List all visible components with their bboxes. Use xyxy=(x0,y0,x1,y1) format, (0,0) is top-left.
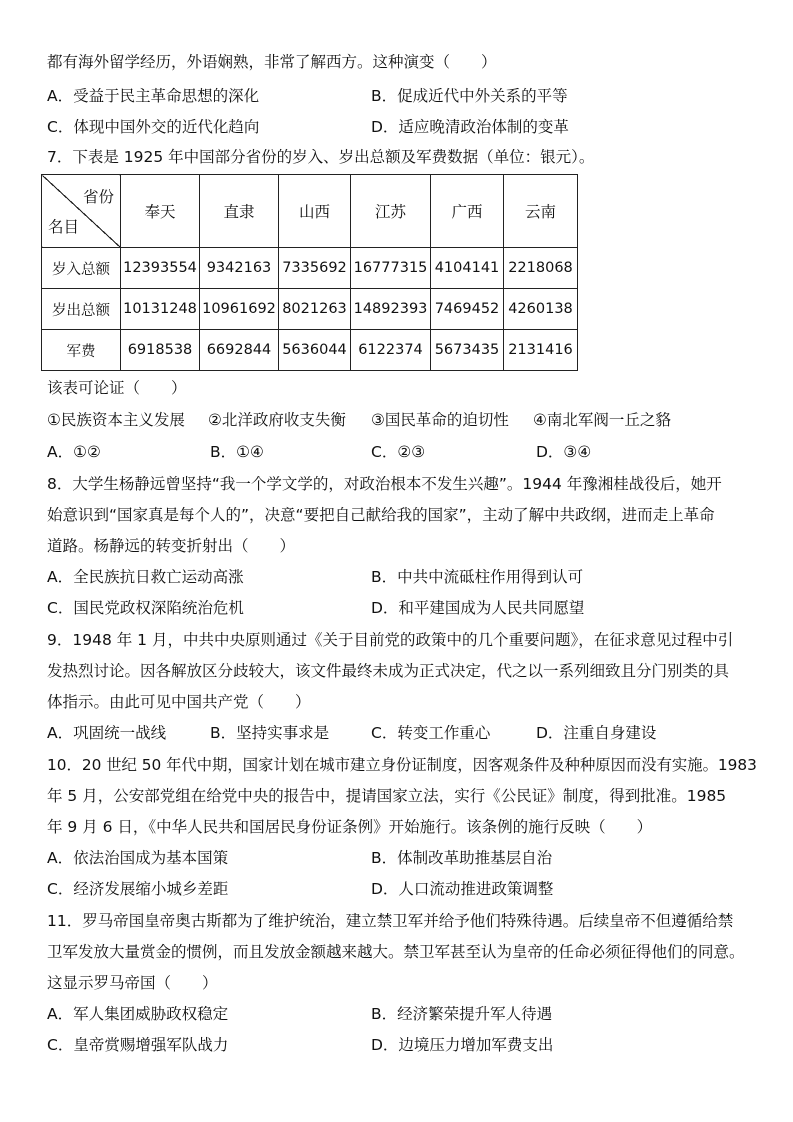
q7-option-c: C．②③ xyxy=(371,443,426,461)
table-cell: 2131416 xyxy=(504,330,578,371)
q7-statement-3: ③国民革命的迫切性 xyxy=(371,411,509,429)
q6-option-b: B．促成近代中外关系的平等 xyxy=(371,87,568,105)
table-cell: 6692844 xyxy=(200,330,279,371)
table-cell: 10961692 xyxy=(200,289,279,330)
table-cell: 9342163 xyxy=(200,248,279,289)
q9-line-1: 9．1948 年 1 月，中共中央原则通过《关于目前党的政策中的几个重要问题》，在征求意见过程中引 xyxy=(47,631,734,649)
q11-option-d: D．边境压力增加军费支出 xyxy=(371,1036,554,1054)
q6-option-c: C．体现中国外交的近代化趋向 xyxy=(47,118,260,136)
q11-line-1: 11．罗马帝国皇帝奥古斯都为了维护统治，建立禁卫军并给予他们特殊待遇。后续皇帝不但遵循给禁 xyxy=(47,912,734,930)
table-row xyxy=(42,248,578,289)
table-row xyxy=(42,289,578,330)
province-header: 云南 xyxy=(504,175,578,248)
q7-option-b: B．①④ xyxy=(210,443,264,461)
q8-option-c: C．国民党政权深陷统治危机 xyxy=(47,599,244,617)
table-cell: 7335692 xyxy=(279,248,351,289)
q11-option-a: A．军人集团威胁政权稳定 xyxy=(47,1005,229,1023)
q7-option-a: A．①② xyxy=(47,443,101,461)
province-header: 广西 xyxy=(431,175,504,248)
table-cell: 10131248 xyxy=(121,289,200,330)
q9-option-c: C．转变工作重心 xyxy=(371,724,491,742)
table-cell: 7469452 xyxy=(431,289,504,330)
q6-stem-end: 都有海外留学经历，外语娴熟，非常了解西方。这种演变（ ） xyxy=(47,53,497,71)
q11-line-2: 卫军发放大量赏金的惯例，而且发放金额越来越大。禁卫军甚至认为皇帝的任命必须征得他们的同意。 xyxy=(47,943,745,961)
q10-option-a: A．依法治国成为基本国策 xyxy=(47,849,229,867)
table-cell: 4260138 xyxy=(504,289,578,330)
row-label: 军费 xyxy=(42,330,121,371)
province-header: 山西 xyxy=(279,175,351,248)
q7-data-table xyxy=(41,174,578,371)
corner-label-province: 省份 xyxy=(82,188,114,206)
q10-line-2: 年 5 月，公安部党组在给党中央的报告中，提请国家立法，实行《公民证》制度，得到批准。1985 xyxy=(47,787,727,805)
q7-statement-2: ②北洋政府收支失衡 xyxy=(208,411,346,429)
q10-line-1: 10．20 世纪 50 年代中期，国家计划在城市建立身份证制度，因客观条件及种种原因而没有实施。1983 xyxy=(47,756,757,774)
q8-line-3: 道路。杨静远的转变折射出（ ） xyxy=(47,537,296,555)
row-label: 岁入总额 xyxy=(42,248,121,289)
q6-option-d: D．适应晚清政治体制的变革 xyxy=(371,118,569,136)
table-header-row xyxy=(42,175,578,248)
table-cell: 14892393 xyxy=(351,289,431,330)
q10-option-d: D．人口流动推进政策调整 xyxy=(371,880,554,898)
q8-line-1: 8．大学生杨静远曾坚持“我一个学文学的，对政治根本不发生兴趣”。1944 年豫湘桂战役后，她开 xyxy=(47,475,722,493)
q7-stem: 7．下表是 1925 年中国部分省份的岁入、岁出总额及军费数据（单位：银元）。 xyxy=(47,148,595,166)
table-cell: 4104141 xyxy=(431,248,504,289)
q9-option-b: B．坚持实事求是 xyxy=(210,724,330,742)
q11-option-c: C．皇帝赏赐增强军队战力 xyxy=(47,1036,229,1054)
q10-line-3: 年 9 月 6 日，《中华人民共和国居民身份证条例》开始施行。该条例的施行反映（ ） xyxy=(47,818,653,836)
table-cell: 16777315 xyxy=(351,248,431,289)
q9-line-2: 发热烈讨论。因各解放区分歧较大，该文件最终未成为正式决定，代之以一系列细致且分门别类的具 xyxy=(47,662,730,680)
corner-label-item: 名目 xyxy=(48,218,80,236)
q8-option-b: B．中共中流砥柱作用得到认可 xyxy=(371,568,584,586)
q10-option-c: C．经济发展缩小城乡差距 xyxy=(47,880,229,898)
q11-option-b: B．经济繁荣提升军人待遇 xyxy=(371,1005,553,1023)
province-header: 奉天 xyxy=(121,175,200,248)
table-cell: 6122374 xyxy=(351,330,431,371)
table-cell: 2218068 xyxy=(504,248,578,289)
q11-line-3: 这显示罗马帝国（ ） xyxy=(47,974,218,992)
table-corner-cell xyxy=(42,175,121,248)
q7-option-d: D．③④ xyxy=(536,443,592,461)
q10-option-b: B．体制改革助推基层自治 xyxy=(371,849,553,867)
q8-option-a: A．全民族抗日救亡运动高涨 xyxy=(47,568,244,586)
q7-statement-1: ①民族资本主义发展 xyxy=(47,411,185,429)
q9-option-a: A．巩固统一战线 xyxy=(47,724,167,742)
table-cell: 5673435 xyxy=(431,330,504,371)
q7-statement-4: ④南北军阀一丘之貉 xyxy=(533,411,671,429)
table-cell: 12393554 xyxy=(121,248,200,289)
province-header: 江苏 xyxy=(351,175,431,248)
q6-option-a: A．受益于民主革命思想的深化 xyxy=(47,87,260,105)
q7-question: 该表可论证（ ） xyxy=(47,379,187,397)
row-label: 岁出总额 xyxy=(42,289,121,330)
table-cell: 6918538 xyxy=(121,330,200,371)
q8-line-2: 始意识到“国家真是每个人的”，决意“要把自己献给我的国家”，主动了解中共政纲，进而走上革命 xyxy=(47,506,715,524)
province-header: 直隶 xyxy=(200,175,279,248)
table-cell: 5636044 xyxy=(279,330,351,371)
q8-option-d: D．和平建国成为人民共同愿望 xyxy=(371,599,585,617)
table-cell: 8021263 xyxy=(279,289,351,330)
q9-line-3: 体指示。由此可见中国共产党（ ） xyxy=(47,693,311,711)
table-row xyxy=(42,330,578,371)
q9-option-d: D．注重自身建设 xyxy=(536,724,657,742)
